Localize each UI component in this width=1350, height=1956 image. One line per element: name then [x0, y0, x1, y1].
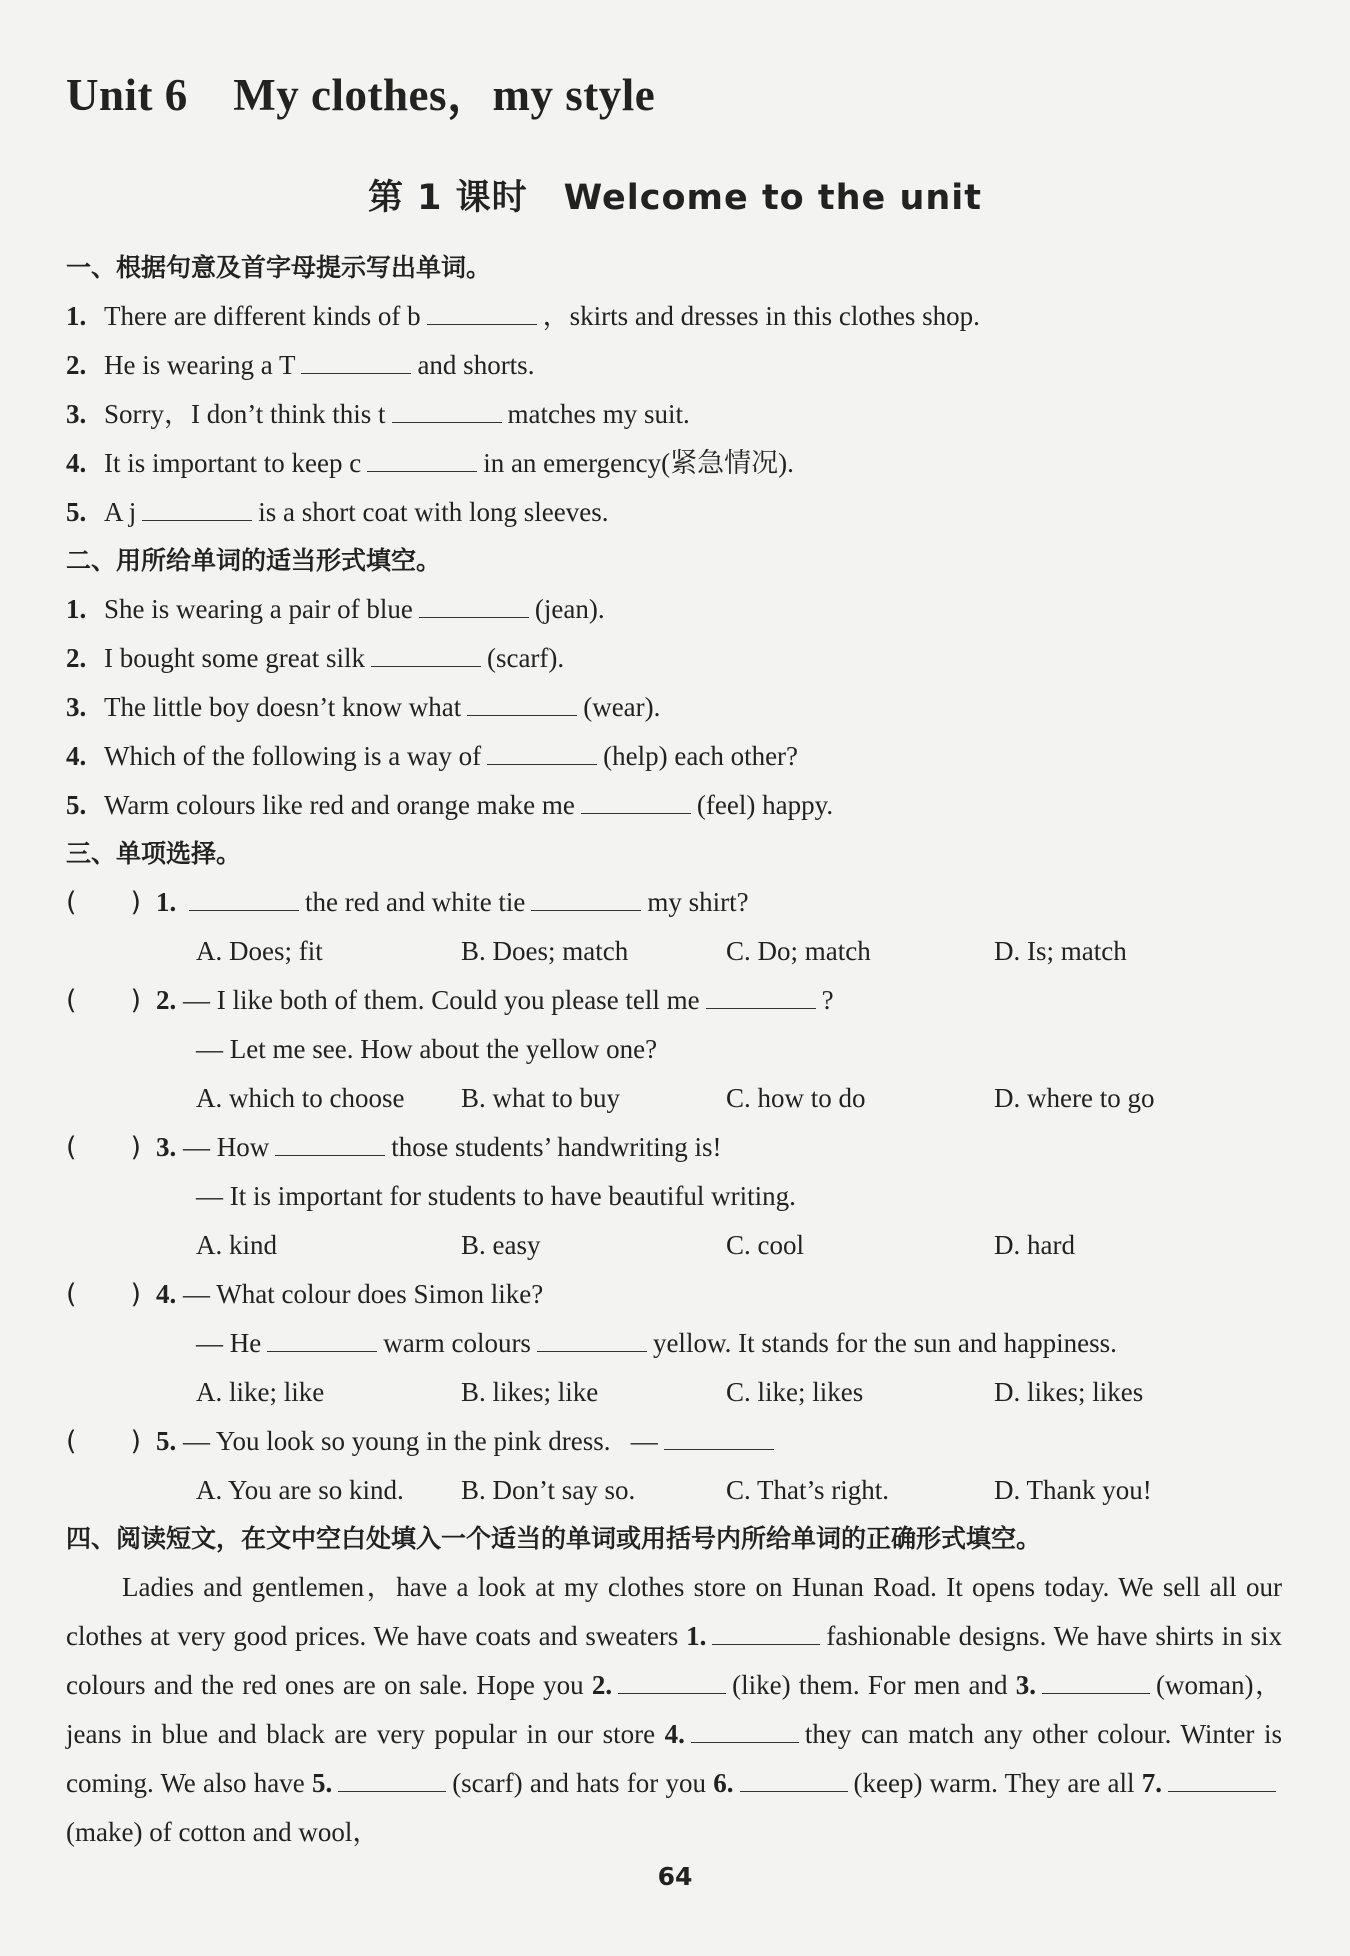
question-text: those students’ handwriting is!	[391, 1132, 722, 1162]
s1-item-1	[66, 292, 1282, 341]
s3-q2-reply: — Let me see. How about the yellow one?	[196, 1034, 658, 1064]
reading-passage	[66, 1563, 1282, 1857]
section-3-heading: 三、单项选择。	[66, 839, 242, 868]
answer-blank[interactable]	[275, 1131, 385, 1156]
option-b[interactable]: B. likes; like	[461, 1377, 599, 1407]
answer-blank[interactable]	[267, 1327, 377, 1352]
option-a[interactable]: A. You are so kind.	[196, 1475, 404, 1505]
option-d[interactable]: D. Is; match	[994, 936, 1127, 966]
question-text: —	[630, 1426, 658, 1456]
s2-item-1	[66, 585, 1282, 634]
passage-text: (keep) warm. They are all	[853, 1768, 1135, 1798]
s3-q2-options	[66, 1074, 1282, 1123]
answer-paren[interactable]: ( )	[66, 887, 142, 918]
item-number: 1.	[66, 594, 87, 624]
answer-blank[interactable]	[371, 642, 481, 667]
answer-blank[interactable]	[740, 1767, 848, 1792]
option-b[interactable]: B. Does; match	[461, 936, 629, 966]
item-text-after: (jean).	[534, 594, 605, 624]
option-d[interactable]: D. Thank you!	[994, 1475, 1152, 1505]
item-text-before: A j	[104, 497, 137, 527]
question-number: 4.	[156, 1279, 177, 1309]
answer-blank[interactable]	[712, 1620, 820, 1645]
blank-number: 1.	[686, 1621, 707, 1651]
item-text-after: (scarf).	[486, 643, 565, 673]
option-c[interactable]: C. cool	[726, 1230, 804, 1260]
question-text: — What colour does Simon like?	[183, 1279, 544, 1309]
item-text-after: in an emergency(紧急情况).	[483, 448, 794, 478]
unit-title: Unit 6 My clothes，my style	[66, 70, 656, 120]
answer-blank[interactable]	[427, 300, 537, 325]
item-number: 5.	[66, 497, 87, 527]
item-number: 2.	[66, 643, 87, 673]
blank-number: 6.	[713, 1768, 734, 1798]
item-number: 5.	[66, 790, 87, 820]
reply-text: — He	[196, 1328, 262, 1358]
s3-q1-options	[66, 927, 1282, 976]
answer-blank[interactable]	[338, 1767, 446, 1792]
option-c[interactable]: C. how to do	[726, 1083, 866, 1113]
s1-item-2	[66, 341, 1282, 390]
answer-blank[interactable]	[1168, 1767, 1276, 1792]
reply-text: yellow. It stands for the sun and happiness.	[652, 1328, 1117, 1358]
blank-number: 4.	[664, 1719, 685, 1749]
lesson-title: 第 1 课时 Welcome to the unit	[367, 178, 983, 218]
option-c[interactable]: C. like; likes	[726, 1377, 864, 1407]
item-text-after: is a short coat with long sleeves.	[258, 497, 609, 527]
s3-q3-options	[66, 1221, 1282, 1270]
s2-item-4	[66, 732, 1282, 781]
s2-item-3	[66, 683, 1282, 732]
option-d[interactable]: D. hard	[994, 1230, 1075, 1260]
answer-blank[interactable]	[189, 886, 299, 911]
answer-blank[interactable]	[537, 1327, 647, 1352]
answer-blank[interactable]	[581, 789, 691, 814]
passage-text: (make) of cotton and wool，	[66, 1817, 380, 1847]
section-4-heading: 四、阅读短文，在文中空白处填入一个适当的单词或用括号内所给单词的正确形式填空。	[66, 1524, 1042, 1553]
s1-item-3	[66, 390, 1282, 439]
question-number: 5.	[156, 1426, 177, 1456]
option-a[interactable]: A. which to choose	[196, 1083, 405, 1113]
answer-blank[interactable]	[392, 398, 502, 423]
passage-text: they can match any other colour. Winter is coming. We also have	[66, 1719, 1282, 1798]
s3-question-5	[66, 1417, 1282, 1466]
s3-question-3	[66, 1123, 1282, 1172]
item-text-after: matches my suit.	[507, 399, 690, 429]
answer-blank[interactable]	[664, 1425, 774, 1450]
item-text-before: The little boy doesn’t know what	[104, 692, 462, 722]
s3-question-1	[66, 878, 1282, 927]
item-number: 4.	[66, 741, 87, 771]
answer-blank[interactable]	[706, 984, 816, 1009]
s3-q3-reply: — It is important for students to have beautiful writing.	[196, 1181, 796, 1211]
answer-blank[interactable]	[618, 1669, 726, 1694]
option-b[interactable]: B. Don’t say so.	[461, 1475, 636, 1505]
answer-blank[interactable]	[467, 691, 577, 716]
item-number: 3.	[66, 399, 87, 429]
item-text-before: There are different kinds of b	[104, 301, 421, 331]
question-number: 2.	[156, 985, 177, 1015]
worksheet-content	[66, 244, 1282, 1857]
s2-item-5	[66, 781, 1282, 830]
blank-number: 5.	[311, 1768, 333, 1798]
s3-question-4	[66, 1270, 1282, 1319]
answer-blank[interactable]	[301, 349, 411, 374]
option-c[interactable]: C. Do; match	[726, 936, 871, 966]
answer-blank[interactable]	[531, 886, 641, 911]
s3-question-2	[66, 976, 1282, 1025]
s3-q4-options	[66, 1368, 1282, 1417]
s3-q4-reply	[66, 1319, 1282, 1368]
option-a[interactable]: A. Does; fit	[196, 936, 323, 966]
answer-paren[interactable]: ( )	[66, 1132, 142, 1163]
passage-text: (scarf) and hats for you	[452, 1768, 707, 1798]
answer-paren[interactable]: ( )	[66, 1279, 142, 1310]
item-text-after: (wear).	[583, 692, 661, 722]
option-d[interactable]: D. where to go	[994, 1083, 1155, 1113]
passage-text: Ladies and gentlemen，have a look at my clothes store on Hunan Road. It opens today. We sell all our clothes at very good prices. We have coats and sweaters	[66, 1572, 1282, 1651]
answer-blank[interactable]	[487, 740, 597, 765]
blank-number: 2.	[591, 1670, 613, 1700]
question-text: ?	[821, 985, 834, 1015]
section-2-heading: 二、用所给单词的适当形式填空。	[66, 546, 442, 575]
s2-item-2	[66, 634, 1282, 683]
item-text-after: (help) each other?	[603, 741, 799, 771]
passage-text: (woman)，jeans in blue and black are very popular in our store	[66, 1670, 1282, 1749]
item-text-before: She is wearing a pair of blue	[104, 594, 413, 624]
item-text-after: ，skirts and dresses in this clothes shop.	[542, 301, 980, 331]
option-a[interactable]: A. like; like	[196, 1377, 325, 1407]
item-text-before: I bought some great silk	[104, 643, 365, 673]
item-number: 1.	[66, 301, 87, 331]
item-number: 3.	[66, 692, 87, 722]
answer-paren[interactable]: ( )	[66, 1426, 142, 1457]
item-number: 4.	[66, 448, 87, 478]
page-number: 64	[657, 1862, 693, 1891]
answer-blank[interactable]	[1042, 1669, 1150, 1694]
passage-text: (like) them. For men and	[732, 1670, 1008, 1700]
option-d[interactable]: D. likes; likes	[994, 1377, 1144, 1407]
question-text: my shirt?	[647, 887, 749, 917]
item-number: 2.	[66, 350, 87, 380]
answer-blank[interactable]	[691, 1718, 799, 1743]
s3-q5-options	[66, 1466, 1282, 1515]
question-text: the red and white tie	[305, 887, 526, 917]
blank-number: 3.	[1015, 1670, 1036, 1700]
item-text-after: (feel) happy.	[696, 790, 834, 820]
question-number: 1.	[156, 887, 177, 917]
item-text-before: Which of the following is a way of	[104, 741, 482, 771]
item-text-after: and shorts.	[417, 350, 535, 380]
passage-text: fashionable designs. We have shirts in six colours and the red ones are on sale. Hope you	[66, 1621, 1282, 1700]
item-text-before: Sorry，I don’t think this t	[104, 399, 386, 429]
s1-item-5	[66, 488, 1282, 537]
option-a[interactable]: A. kind	[196, 1230, 277, 1260]
option-b[interactable]: B. easy	[461, 1230, 541, 1260]
item-text-before: He is wearing a T	[104, 350, 296, 380]
question-text: — How	[183, 1132, 270, 1162]
option-b[interactable]: B. what to buy	[461, 1083, 620, 1113]
answer-paren[interactable]: ( )	[66, 985, 142, 1016]
question-number: 3.	[156, 1132, 177, 1162]
s1-item-4	[66, 439, 1282, 488]
question-text: — You look so young in the pink dress.	[183, 1426, 611, 1456]
option-c[interactable]: C. That’s right.	[726, 1475, 890, 1505]
item-text-before: It is important to keep c	[104, 448, 362, 478]
section-1-heading: 一、根据句意及首字母提示写出单词。	[66, 253, 492, 282]
answer-blank[interactable]	[367, 447, 477, 472]
reply-text: warm colours	[383, 1328, 531, 1358]
answer-blank[interactable]	[142, 496, 252, 521]
answer-blank[interactable]	[419, 593, 529, 618]
question-text: — I like both of them. Could you please tell me	[183, 985, 700, 1015]
item-text-before: Warm colours like red and orange make me	[104, 790, 575, 820]
blank-number: 7.	[1141, 1768, 1163, 1798]
